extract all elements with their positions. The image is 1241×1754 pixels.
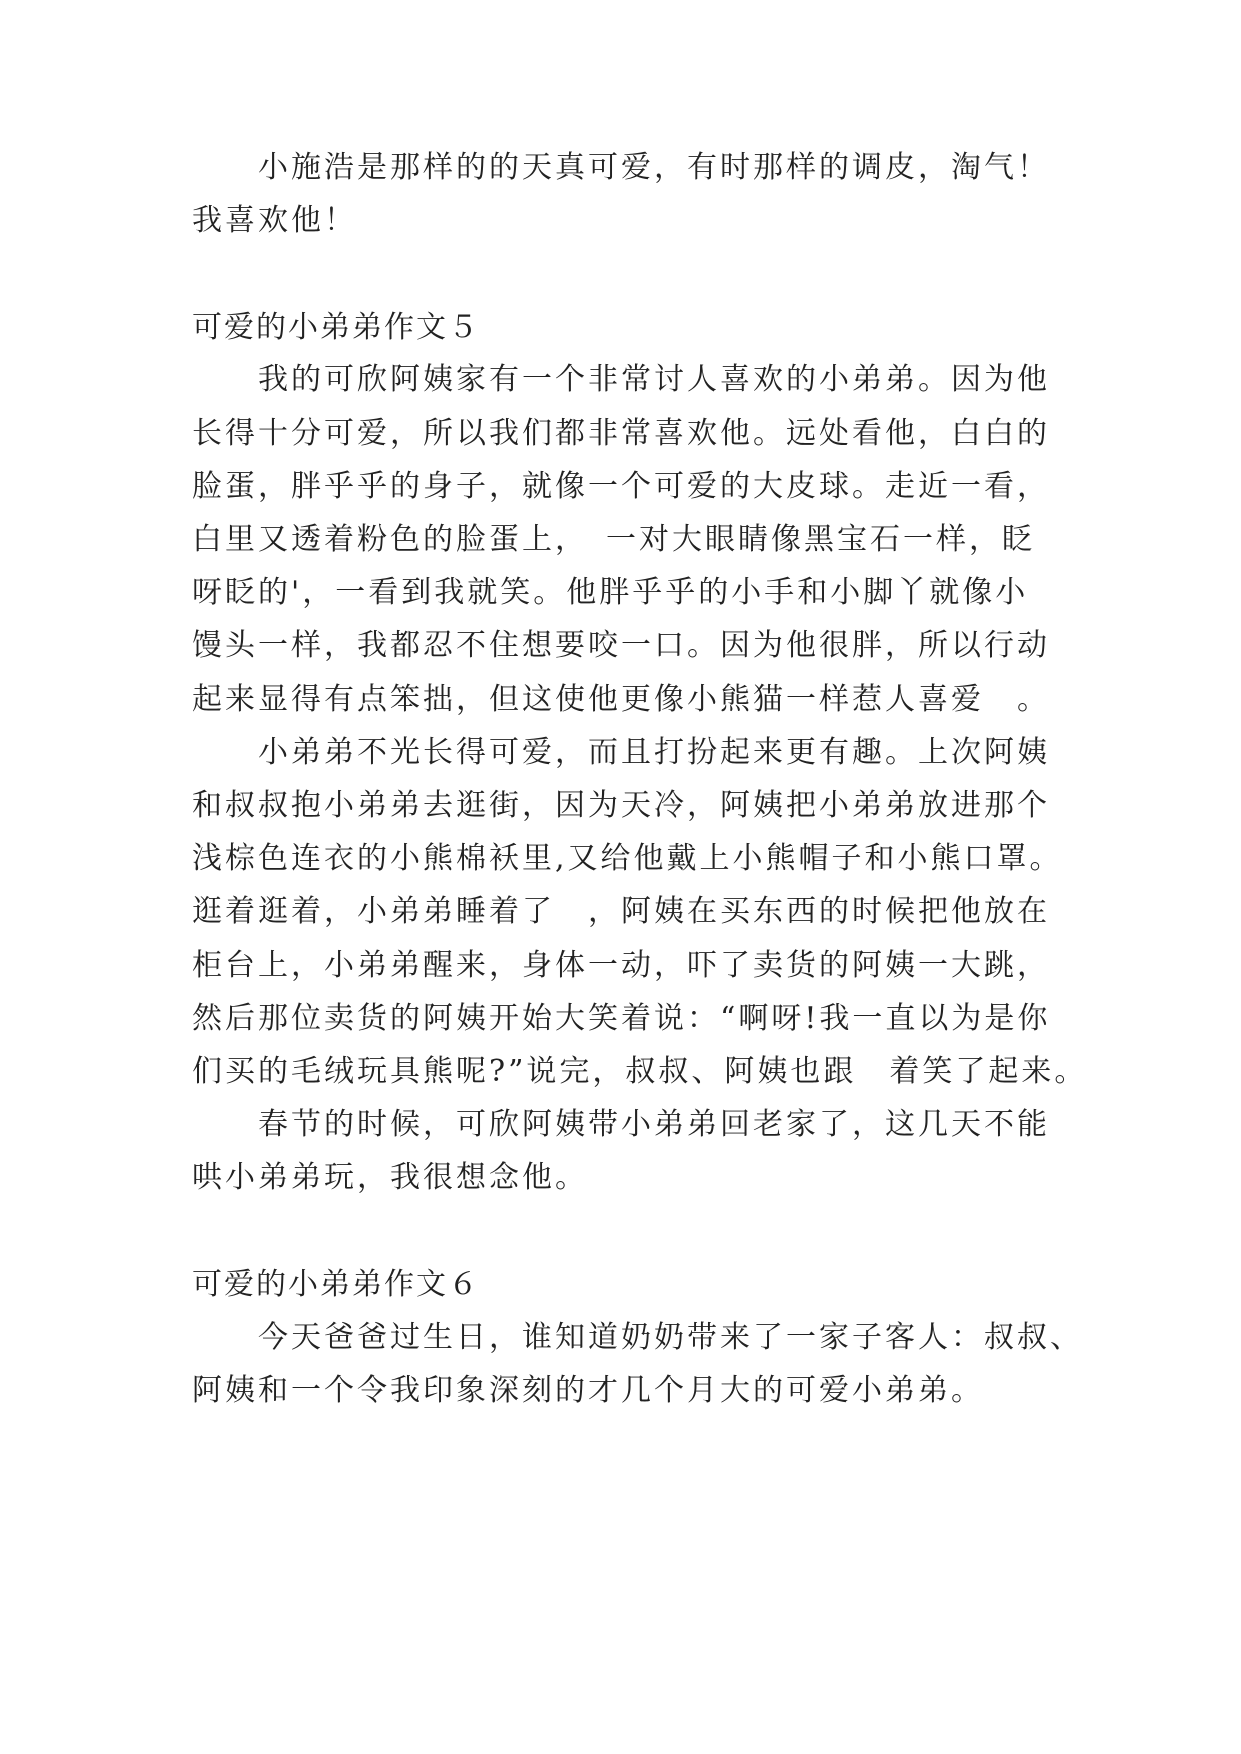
paragraph-line: 我喜欢他！ xyxy=(192,203,357,238)
paragraph-line: 们买的毛绒玩具熊呢?”说完，叔叔、阿姨也跟 着笑了起来。 xyxy=(192,1054,1088,1089)
paragraph-line: 长得十分可爱，所以我们都非常喜欢他。远处看他，白白的 xyxy=(192,416,1050,451)
paragraph-line: 柜台上，小弟弟醒来，身体一动，吓了卖货的阿姨一大跳， xyxy=(192,948,1050,983)
paragraph-line: 起来显得有点笨拙，但这使他更像小熊猫一样惹人喜爱 。 xyxy=(192,682,1050,717)
paragraph-line: 阿姨和一个令我印象深刻的才几个月大的可爱小弟弟。 xyxy=(192,1373,984,1408)
paragraph-line: 呀眨的'，一看到我就笑。他胖乎乎的小手和小脚丫就像小 xyxy=(192,575,1029,610)
paragraph-line: 我的可欣阿姨家有一个非常讨人喜欢的小弟弟。因为他 xyxy=(258,362,1050,397)
paragraph-line: 然后那位卖货的阿姨开始大笑着说：“啊呀!我一直以为是你 xyxy=(192,1001,1051,1036)
paragraph-line: 今天爸爸过生日，谁知道奶奶带来了一家子客人：叔叔、 xyxy=(258,1320,1083,1355)
essay-heading: 可爱的小弟弟作文５ xyxy=(192,310,480,345)
paragraph-line: 逛着逛着，小弟弟睡着了 ，阿姨在买东西的时候把他放在 xyxy=(192,894,1050,929)
paragraph-line: 哄小弟弟玩，我很想念他。 xyxy=(192,1160,588,1195)
paragraph-line: 馒头一样，我都忍不住想要咬一口。因为他很胖，所以行动 xyxy=(192,628,1050,663)
paragraph-line: 小弟弟不光长得可爱，而且打扮起来更有趣。上次阿姨 xyxy=(258,735,1050,770)
essay-heading: 可爱的小弟弟作文６ xyxy=(192,1267,480,1302)
paragraph-line: 小施浩是那样的的天真可爱，有时那样的调皮，淘气！ xyxy=(258,150,1050,185)
paragraph-line: 脸蛋，胖乎乎的身子，就像一个可爱的大皮球。走近一看， xyxy=(192,469,1050,504)
paragraph-line: 浅棕色连衣的小熊棉袄里,又给他戴上小熊帽子和小熊口罩。 xyxy=(192,841,1063,876)
paragraph-line: 春节的时候，可欣阿姨带小弟弟回老家了，这几天不能 xyxy=(258,1107,1050,1142)
paragraph-line: 白里又透着粉色的脸蛋上， 一对大眼睛像黑宝石一样，眨 xyxy=(192,522,1035,557)
paragraph-line: 和叔叔抱小弟弟去逛街，因为天冷，阿姨把小弟弟放进那个 xyxy=(192,788,1050,823)
